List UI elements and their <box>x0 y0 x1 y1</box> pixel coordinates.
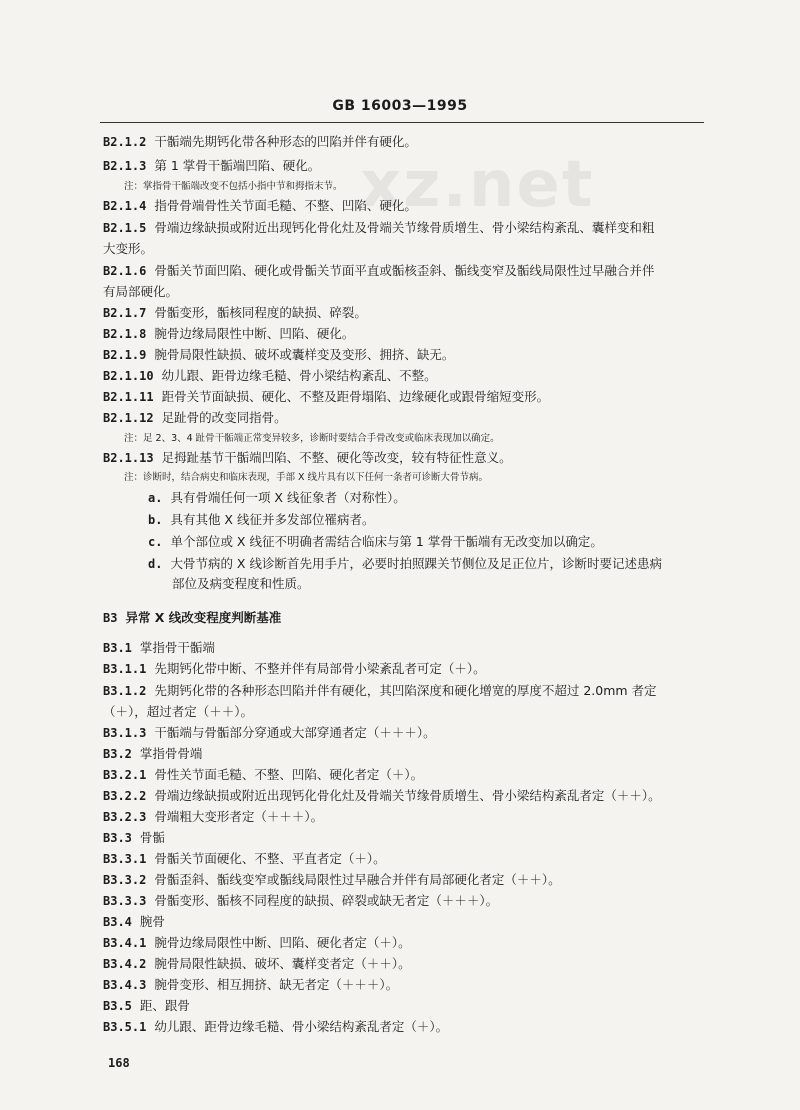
clause-line-continued: 大变形。 <box>103 241 154 256</box>
clause-line: B2.1.13 足拇趾基节干骺端凹陷、不整、硬化等改变，较有特征性意义。 <box>103 450 512 465</box>
clause-line: B3.3.1 骨骺关节面硬化、不整、平直者定（＋）。 <box>103 851 386 866</box>
watermark: xz.net <box>360 148 595 222</box>
clause-line: B2.1.8 腕骨边缘局限性中断、凹陷、硬化。 <box>103 326 355 341</box>
clause-line: B3.4.1 腕骨边缘局限性中断、凹陷、硬化者定（＋）。 <box>103 935 411 950</box>
note-item: a. 具有骨端任何一项 X 线征象者（对称性）。 <box>148 490 406 505</box>
note-item: d. 大骨节病的 X 线诊断首先用手片，必要时拍照踝关节侧位及足正位片，诊断时要记述患病 <box>148 556 662 571</box>
clause-line: B3.5.1 幼儿跟、距骨边缘毛糙、骨小梁结构紊乱者定（＋）。 <box>103 1019 449 1034</box>
clause-line: B2.1.9 腕骨局限性缺损、破坏或囊样变及变形、拥挤、缺无。 <box>103 347 455 362</box>
clause-line: B3.2.2 骨端边缘缺损或附近出现钙化骨化灶及骨端关节缘骨质增生、骨小梁结构紊乱者定（＋＋）。 <box>103 788 661 803</box>
clause-line: B2.1.10 幼儿跟、距骨边缘毛糙、骨小梁结构紊乱、不整。 <box>103 368 437 383</box>
note-line: 注：足 2、3、4 趾骨干骺端正常变异较多，诊断时要结合手骨改变或临床表现加以确定。 <box>124 433 500 444</box>
subsection-heading: B3.1 掌指骨干骺端 <box>103 640 215 655</box>
clause-line: B3.4.3 腕骨变形、相互拥挤、缺无者定（＋＋＋）。 <box>103 977 399 992</box>
subsection-heading: B3.2 掌指骨骨端 <box>103 746 203 761</box>
clause-line: B2.1.2 干骺端先期钙化带各种形态的凹陷并伴有硬化。 <box>103 134 417 149</box>
standard-header: GB 16003—1995 <box>332 98 468 114</box>
clause-line-continued: 有局部硬化。 <box>103 284 179 299</box>
clause-line: B2.1.11 距骨关节面缺损、硬化、不整及距骨塌陷、边缘硬化或跟骨缩短变形。 <box>103 389 550 404</box>
note-line: 注：掌指骨干骺端改变不包括小指中节和拇指末节。 <box>124 181 343 192</box>
page-number: 168 <box>108 1056 130 1070</box>
clause-line: B2.1.3 第 1 掌骨干骺端凹陷、硬化。 <box>103 158 321 173</box>
clause-line-continued: （＋），超过者定（＋＋）。 <box>103 704 254 719</box>
header-rule <box>100 122 704 123</box>
clause-line: B2.1.4 指骨骨端骨性关节面毛糙、不整、凹陷、硬化。 <box>103 198 417 213</box>
subsection-heading: B3.4 腕骨 <box>103 914 165 929</box>
clause-line: B3.4.2 腕骨局限性缺损、破坏、囊样变者定（＋＋）。 <box>103 956 411 971</box>
clause-line: B3.1.3 干骺端与骨骺部分穿通或大部穿通者定（＋＋＋）。 <box>103 725 436 740</box>
clause-line: B3.2.1 骨性关节面毛糙、不整、凹陷、硬化者定（＋）。 <box>103 767 424 782</box>
clause-line: B3.3.2 骨骺歪斜、骺线变窄或骺线局限性过早融合并伴有局部硬化者定（＋＋）。 <box>103 872 561 887</box>
clause-line: B2.1.7 骨骺变形，骺核同程度的缺损、碎裂。 <box>103 305 367 320</box>
note-line: 注：诊断时，结合病史和临床表现，手部 X 线片具有以下任何一条者可诊断大骨节病。 <box>124 472 489 483</box>
note-item: c. 单个部位或 X 线征不明确者需结合临床与第 1 掌骨干骺端有无改变加以确定。 <box>148 534 603 549</box>
clause-line: B3.1.2 先期钙化带的各种形态凹陷并伴有硬化，其凹陷深度和硬化增宽的厚度不超过 2.0mm 者定 <box>103 683 657 698</box>
clause-line: B2.1.12 足趾骨的改变同指骨。 <box>103 410 287 425</box>
clause-line: B3.2.3 骨端粗大变形者定（＋＋＋）。 <box>103 809 324 824</box>
subsection-heading: B3.5 距、跟骨 <box>103 998 190 1013</box>
section-heading: B3 异常 X 线改变程度判断基准 <box>103 610 282 625</box>
clause-line: B2.1.6 骨骺关节面凹陷、硬化或骨骺关节面平直或骺核歪斜、骺线变窄及骺线局限性过早融合并伴 <box>103 263 655 278</box>
clause-line: B2.1.5 骨端边缘缺损或附近出现钙化骨化灶及骨端关节缘骨质增生、骨小梁结构紊乱、囊样变和粗 <box>103 220 655 235</box>
subsection-heading: B3.3 骨骺 <box>103 830 165 845</box>
clause-line: B3.3.3 骨骺变形、骺核不同程度的缺损、碎裂或缺无者定（＋＋＋）。 <box>103 893 499 908</box>
note-item-continued: 部位及病变程度和性质。 <box>172 576 310 591</box>
note-item: b. 具有其他 X 线征并多发部位罹病者。 <box>148 512 375 527</box>
clause-line: B3.1.1 先期钙化带中断、不整并伴有局部骨小梁紊乱者可定（＋）。 <box>103 661 486 676</box>
